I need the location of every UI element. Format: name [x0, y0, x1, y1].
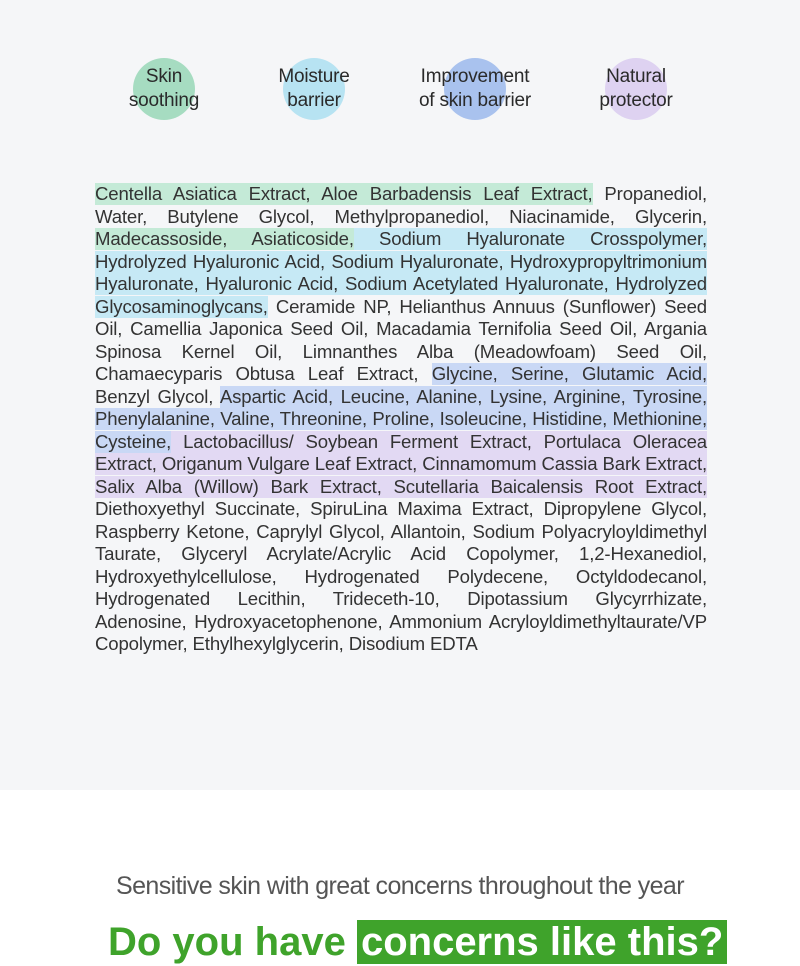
ingredient-text: Diethoxyethyl Succinate, SpiruLina Maxima Extract, Dipropylene Glycol, Raspberry Ketone, Caprylyl Glycol, Allantoin, Sodium Polyacryloyldimethyl Taurate, Glyceryl Acrylate/Acrylic Acid Copolymer, 1,2-Hexanediol, Hydroxyethylcellulose, Hydrogenated Polydecene, Octyldodecanol, Hydrogenated Lecithin, Trideceth-10, Dipotassium Glycyrrhizate, Adenosine, Hydroxyacetophenone, Ammonium Acryloyldimethyltaurate/VP Copolymer, Ethylhexylglycerin, Disodium EDTA — [95, 498, 707, 654]
ingredient-text: Propanediol, Water, Butylene Glycol, Methylpropanediol, Niacinamide, Glycerin, — [95, 183, 708, 227]
headline-plain-text: Do you have — [108, 920, 357, 964]
ingredient-highlight-improvement: Glycine, Serine, Glutamic Acid, — [431, 363, 707, 384]
ingredient-list — [95, 183, 707, 656]
ingredient-highlight-soothing: Centella Asiatica Extract, Aloe Barbadensis Leaf Extract, — [95, 183, 593, 204]
legend-label: Skin soothing — [128, 66, 200, 111]
ingredient-text: Ceramide NP, Helianthus Annuus (Sunflower) Seed Oil, Camellia Japonica Seed Oil, Macadamia Ternifolia Seed Oil, Argania Spinosa Kernel Oil, Limnanthes Alba (Meadowfoam) Seed Oil, Chamaecyparis Obtusa Leaf Extract, — [95, 295, 707, 384]
headline-highlighted-text: concerns like this? — [357, 920, 727, 964]
legend-label: Improvement of skin barrier — [418, 66, 532, 111]
section-subtitle: Sensitive skin with great concerns throughout the year — [116, 872, 684, 900]
legend-item-natural-protector — [536, 56, 736, 126]
ingredient-highlight-soothing: Madecassoside, Asiaticoside, — [95, 228, 354, 249]
ingredient-highlight-improvement: Aspartic Acid, Leucine, Alanine, Lysine, Arginine, Tyrosine, Phenylalanine, Valine, Threonine, Proline, Isoleucine, Histidine, Methionine, Cysteine, — [95, 385, 707, 452]
legend-label: Natural protector — [599, 66, 673, 111]
section-headline — [108, 918, 727, 964]
ingredient-legend — [0, 56, 800, 126]
ingredient-highlight-moisture: Sodium Hyaluronate Crosspolymer, Hydrolyzed Hyaluronic Acid, Sodium Hyaluronate, Hydroxypropyltrimonium Hyaluronate, Hyaluronic Acid, Sodium Acetylated Hyaluronate, Hydrolyzed Glycosaminoglycans, — [95, 228, 707, 317]
ingredient-text: Benzyl Glycol, — [95, 385, 220, 407]
ingredient-highlight-protector: Lactobacillus/ Soybean Ferment Extract, Portulaca Oleracea Extract, Origanum Vulgare Leaf Extract, Cinnamomum Cassia Bark Extract, Salix Alba (Willow) Bark Extract, Scutellaria Baicalensis Root Extract, — [95, 430, 707, 497]
legend-label: Moisture barrier — [278, 66, 350, 111]
